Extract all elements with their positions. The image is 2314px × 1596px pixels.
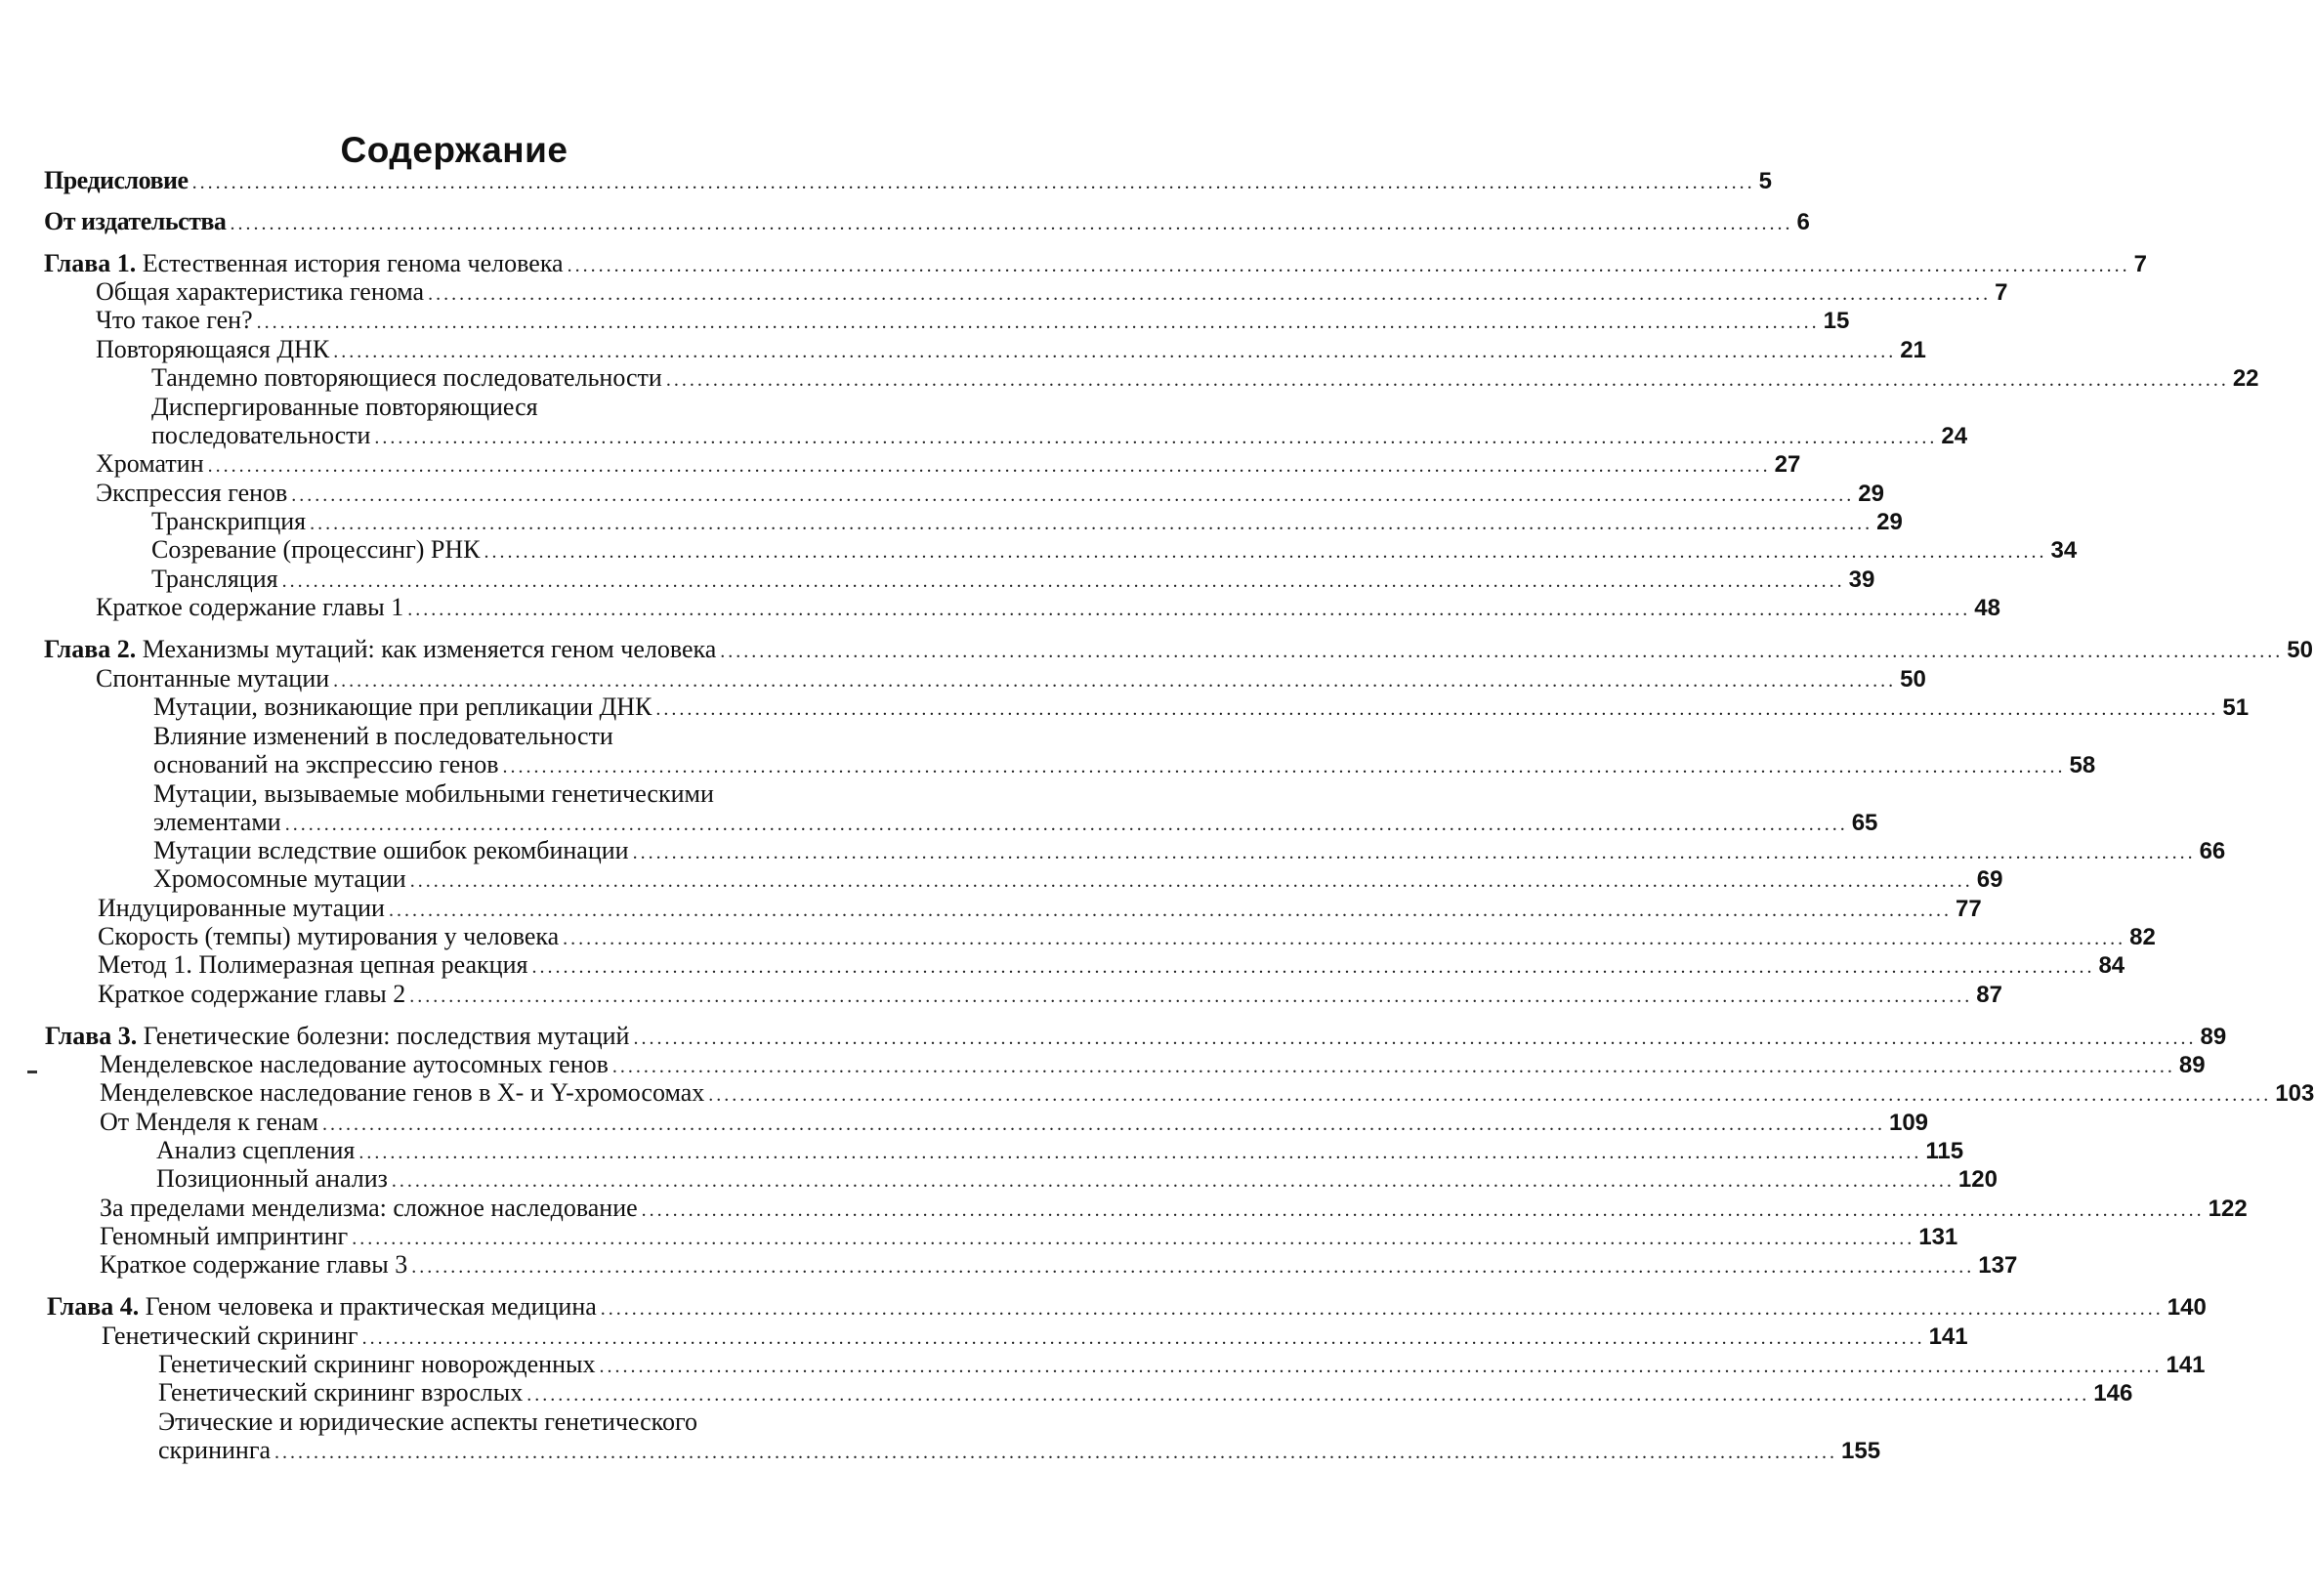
page-number: 7 (1995, 279, 2008, 306)
dot-leader: ........................................................................................................................................................................................................ (191, 172, 1755, 193)
toc-entry-title (96, 277, 424, 307)
toc-entry-title (151, 363, 662, 393)
toc-entry-text: скрининга (158, 1436, 272, 1464)
page-number: 109 (1888, 1110, 1929, 1136)
toc-entry-row (96, 593, 2000, 624)
dot-leader: ........................................................................................................................................................................................................ (230, 213, 1793, 234)
toc-entry-row (96, 277, 2008, 309)
toc-entry-title (98, 950, 527, 980)
toc-entry-text: От Менделя к генам (100, 1108, 318, 1136)
toc-entry-title (153, 750, 499, 779)
toc-entry-title (151, 565, 278, 594)
toc-entry-text: Краткое содержание главы 2 (98, 980, 406, 1008)
page-number: 5 (1758, 168, 1772, 194)
toc-entry-row (151, 507, 1903, 538)
dot-leader: ........................................................................................................................................................................................................ (321, 1113, 1885, 1135)
toc-entry-text: Что такое ген? (96, 306, 253, 334)
toc-entry-text: Скорость (темпы) мутирования у человека (98, 922, 560, 950)
dot-leader: ........................................................................................................................................................................................................ (310, 513, 1873, 534)
toc-entry-text: Естественная история генома человека (142, 249, 564, 277)
toc-entry-title (102, 1322, 358, 1351)
page-number: 115 (1925, 1138, 1964, 1164)
chapter-label: Глава 2. (44, 635, 137, 663)
dot-leader: ........................................................................................................................................................................................................ (484, 541, 2047, 563)
toc-entry-text: Предисловие (44, 166, 189, 194)
dot-leader: ........................................................................................................................................................................................................ (407, 599, 1971, 620)
page-number: 89 (2200, 1024, 2227, 1050)
page-number: 29 (1876, 509, 1903, 535)
toc-entry-row (96, 664, 1926, 695)
dot-leader: ........................................................................................................................................................................................................ (633, 1028, 2197, 1049)
toc-entry-row (96, 306, 1850, 337)
toc-entry-row (102, 1322, 1968, 1353)
dot-leader: ........................................................................................................................................................................................................ (411, 1256, 1975, 1278)
toc-entry-text: Менделевское наследование аутосомных генов (100, 1050, 609, 1078)
toc-entry-title (100, 1078, 704, 1108)
toc-entry-title (44, 207, 226, 236)
page-number: 77 (1955, 896, 1982, 922)
dot-leader: ........................................................................................................................................................................................................ (333, 670, 1897, 692)
page-number: 24 (1941, 423, 1968, 449)
chapter-label: Глава 3. (45, 1022, 138, 1050)
toc-entry-title (156, 1136, 355, 1165)
page-number: 141 (2166, 1352, 2206, 1378)
toc-entry-text: Краткое содержание главы 3 (100, 1250, 408, 1279)
dot-leader: ........................................................................................................................................................................................................ (720, 641, 2284, 662)
toc-entry-text: элементами (153, 808, 281, 836)
toc-entry-title (96, 449, 204, 479)
toc-entry-title (100, 1250, 407, 1280)
dot-leader: ........................................................................................................................................................................................................ (428, 283, 1992, 305)
toc-entry-title (96, 593, 403, 622)
toc-entry-text: Общая характеристика генома (96, 277, 425, 306)
page-number: 137 (1978, 1252, 2018, 1279)
page-number: 50 (1900, 666, 1926, 693)
toc-entry-row (98, 950, 2125, 982)
dot-leader: ........................................................................................................................................................................................................ (388, 900, 1952, 921)
page-number: 140 (2167, 1294, 2207, 1321)
page-number: 50 (2287, 637, 2313, 663)
toc-entry-title (151, 507, 306, 536)
toc-entry-text: оснований на экспрессию генов (153, 750, 499, 778)
toc-entry-title (100, 1050, 609, 1079)
toc-entry-row (100, 1222, 1958, 1253)
page-number: 84 (2098, 952, 2125, 979)
toc-entry-text: Менделевское наследование генов в X- и Y-хромосомах (100, 1078, 705, 1107)
toc-entry-text: От издательства (44, 207, 227, 235)
toc-entry-row (96, 449, 1801, 481)
page-number: 29 (1858, 481, 1884, 507)
toc-entry-title (151, 421, 370, 450)
dot-leader: ........................................................................................................................................................................................................ (502, 756, 2066, 777)
page-number: 103 (2275, 1080, 2314, 1107)
toc-entry-text: Анализ сцепления (156, 1136, 356, 1164)
toc-entry-text: Геномный импринтинг (100, 1222, 349, 1250)
dot-leader: ........................................................................................................................................................................................................ (641, 1199, 2205, 1221)
toc-entry-title (96, 479, 287, 508)
page-number: 87 (1976, 982, 2002, 1008)
page-number: 21 (1900, 337, 1926, 363)
page-number: 122 (2208, 1196, 2248, 1222)
dot-leader: ........................................................................................................................................................................................................ (563, 928, 2126, 949)
dot-leader: ........................................................................................................................................................................................................ (256, 312, 1820, 333)
dot-leader: ........................................................................................................................................................................................................ (352, 1228, 1915, 1249)
toc-entry-row (100, 1078, 2314, 1110)
dot-leader: ........................................................................................................................................................................................................ (611, 1056, 2175, 1077)
toc-entry-row (151, 363, 2259, 395)
page-number: 15 (1823, 308, 1850, 334)
toc-entry-text: Спонтанные мутации (96, 664, 330, 693)
toc-entry-row (100, 1194, 2248, 1225)
toc-entry-title (98, 894, 385, 923)
dot-leader: ........................................................................................................................................................................................................ (284, 814, 1848, 835)
toc-entry-text: Мутации, возникающие при репликации ДНК (153, 693, 652, 721)
page-number: 66 (2199, 838, 2226, 864)
toc-entry-title (96, 306, 253, 335)
toc-entry-text: Позиционный анализ (156, 1164, 388, 1193)
page-number: 89 (2178, 1052, 2206, 1078)
dot-leader: ........................................................................................................................................................................................................ (665, 369, 2229, 391)
dot-leader: ........................................................................................................................................................................................................ (281, 570, 1845, 592)
toc-entry-text: Созревание (процессинг) РНК (151, 535, 481, 564)
page-number: 7 (2133, 251, 2147, 277)
toc-entry-title (98, 980, 405, 1009)
page-number: 146 (2093, 1380, 2133, 1407)
toc-entry-text: Хроматин (96, 449, 204, 478)
page-number: 155 (1841, 1438, 1881, 1464)
page-title: Содержание (340, 129, 568, 170)
toc-entry-text: Механизмы мутаций: как изменяется геном человека (142, 635, 717, 663)
dot-leader: ........................................................................................................................................................................................................ (207, 455, 1771, 477)
dot-leader: ........................................................................................................................................................................................................ (526, 1384, 2090, 1406)
toc-entry-text: Геном человека и практическая медицина (145, 1292, 597, 1321)
toc-entry-row (153, 864, 2003, 896)
toc-entry-text-line1: Этические и юридические аспекты генетического (158, 1407, 697, 1436)
dot-leader: ........................................................................................................................................................................................................ (632, 842, 2196, 863)
toc-entry-title (100, 1222, 348, 1251)
toc-entry-text: Хромосомные мутации (153, 864, 406, 893)
toc-entry-title (158, 1436, 271, 1465)
toc-entry-text: Мутации вследствие ошибок рекомбинации (153, 836, 629, 864)
toc-entry-text: За пределами менделизма: сложное наследование (100, 1194, 638, 1222)
toc-entry-title (153, 808, 281, 837)
dot-leader: ........................................................................................................................................................................................................ (361, 1327, 1925, 1349)
toc-entry-title (98, 922, 559, 951)
toc-entry-row (158, 1350, 2206, 1381)
toc-entry-title (158, 1378, 523, 1407)
toc-entry-text: Генетические болезни: последствия мутаций (143, 1022, 630, 1050)
page-number: 6 (1796, 209, 1810, 235)
toc-entry-row (158, 1436, 1881, 1467)
toc-entry-text: Генетический скрининг взрослых (158, 1378, 524, 1407)
dot-leader: ........................................................................................................................................................................................................ (567, 255, 2130, 276)
toc-entry-row (153, 836, 2226, 867)
toc-entry-text: Генетический скрининг новорожденных (158, 1350, 596, 1378)
toc-entry-text-line1: Влияние изменений в последовательности (153, 722, 613, 750)
toc-entry-row (44, 249, 2147, 280)
toc-entry-row (156, 1164, 1998, 1196)
toc-entry-title (100, 1108, 318, 1137)
toc-entry-text: Повторяющаяся ДНК (96, 335, 330, 363)
toc-entry-row (98, 980, 2002, 1011)
page-number: 51 (2222, 694, 2250, 721)
dot-leader: ........................................................................................................................................................................................................ (374, 427, 1938, 448)
dot-leader: ........................................................................................................................................................................................................ (291, 484, 1855, 506)
toc-entry-row (44, 207, 1810, 238)
margin-mark (27, 1071, 37, 1073)
dot-leader: ........................................................................................................................................................................................................ (333, 341, 1897, 362)
dot-leader: ........................................................................................................................................................................................................ (600, 1298, 2164, 1320)
dot-leader: ........................................................................................................................................................................................................ (358, 1142, 1922, 1163)
toc-entry-title (96, 664, 329, 693)
toc-entry-row (96, 479, 1884, 510)
toc-entry-row (153, 750, 2096, 781)
page-number: 120 (1957, 1166, 1998, 1193)
toc-entry-text: Транскрипция (151, 507, 307, 535)
page-number: 58 (2069, 752, 2096, 778)
toc-entry-row (158, 1378, 2133, 1409)
toc-entry-title (153, 836, 629, 865)
chapter-label: Глава 4. (47, 1292, 140, 1321)
toc-entry-text: Трансляция (151, 565, 278, 593)
toc-entry-row (151, 421, 1968, 452)
toc-entry-title (47, 1292, 597, 1322)
page-number: 131 (1918, 1224, 1958, 1250)
chapter-label: Глава 1. (44, 249, 137, 277)
toc-entry-title (45, 1022, 629, 1051)
toc-entry-row (47, 1292, 2207, 1323)
toc-entry-row (156, 1136, 1964, 1167)
dot-leader: ........................................................................................................................................................................................................ (708, 1084, 2272, 1106)
dot-leader: ........................................................................................................................................................................................................ (391, 1170, 1955, 1192)
toc-entry-row (98, 922, 2156, 953)
toc-entry-text: Тандемно повторяющиеся последовательности (151, 363, 662, 392)
toc-entry-title (156, 1164, 388, 1194)
page-number: 82 (2129, 924, 2156, 950)
toc-entry-text: последовательности (151, 421, 371, 449)
toc-entry-text: Индуцированные мутации (98, 894, 385, 922)
toc-entry-title (151, 535, 480, 565)
toc-entry-text: Краткое содержание главы 1 (96, 593, 404, 621)
dot-leader: ........................................................................................................................................................................................................ (409, 986, 1973, 1007)
dot-leader: ........................................................................................................................................................................................................ (531, 956, 2095, 978)
page-number: 141 (1928, 1323, 1968, 1350)
toc-entry-row (151, 535, 2078, 567)
toc-entry-row (100, 1250, 2018, 1281)
toc-entry-text-line1: Мутации, вызываемые мобильными генетическими (153, 779, 714, 808)
page-number: 69 (1976, 866, 2003, 893)
toc-entry-row (100, 1050, 2206, 1081)
toc-entry-row (100, 1108, 1929, 1139)
toc-entry-row (153, 693, 2250, 724)
toc-entry-row (45, 1022, 2227, 1053)
toc-entry-row (98, 894, 1982, 925)
dot-leader: ........................................................................................................................................................................................................ (655, 698, 2219, 720)
toc-entry-title (158, 1350, 595, 1379)
toc-entry-title (100, 1194, 638, 1223)
toc-entry-title (96, 335, 329, 364)
dot-leader: ........................................................................................................................................................................................................ (599, 1356, 2163, 1377)
toc-entry-title (44, 166, 189, 195)
toc-entry-row (153, 808, 1878, 839)
toc-entry-row (44, 166, 1772, 197)
page-number: 27 (1774, 451, 1801, 478)
toc-entry-text: Экспрессия генов (96, 479, 288, 507)
dot-leader: ........................................................................................................................................................................................................ (409, 870, 1973, 892)
dot-leader: ........................................................................................................................................................................................................ (274, 1442, 1838, 1463)
toc-entry-row (151, 565, 1875, 596)
toc-entry-row (96, 335, 1926, 366)
page-number: 65 (1851, 810, 1878, 836)
toc-entry-title (44, 249, 564, 278)
toc-entry-text-line1: Диспергированные повторяющиеся (151, 393, 538, 421)
toc-entry-title (153, 864, 406, 894)
toc-entry-text: Генетический скрининг (102, 1322, 358, 1350)
page-number: 39 (1848, 567, 1875, 593)
toc-entry-title (153, 693, 652, 722)
page-number: 48 (1974, 595, 2000, 621)
toc-entry-text: Метод 1. Полимеразная цепная реакция (98, 950, 528, 979)
toc-entry-row (44, 635, 2313, 666)
page-number: 34 (2050, 537, 2078, 564)
page-number: 22 (2232, 365, 2259, 392)
toc-entry-title (44, 635, 716, 664)
